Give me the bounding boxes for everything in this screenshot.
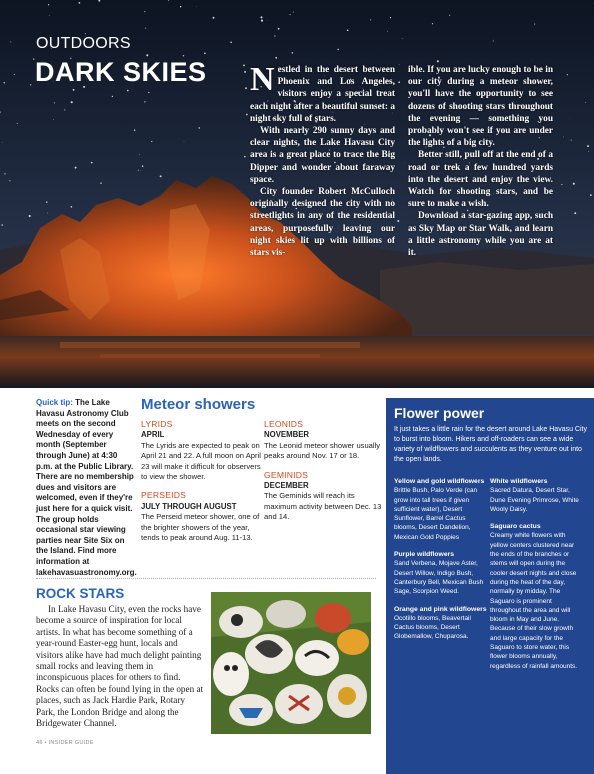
flower-group-text: Sacred Datura, Desert Star, Dune Evening Primrose, White Wooly Daisy. <box>490 487 579 513</box>
intro-paragraph: Download a star-gazing app, such as Sky Map or Star Walk, and learn a little astronomy while you are at it. <box>408 211 553 259</box>
shower-name: GEMINIDS <box>264 469 309 480</box>
flower-column-right <box>490 477 584 679</box>
star-dot <box>587 145 589 147</box>
star-dot <box>244 71 246 73</box>
star-dot <box>293 12 294 13</box>
flower-power-heading: Flower power <box>394 405 485 421</box>
star-dot <box>54 102 55 103</box>
flower-power-panel <box>386 398 594 774</box>
star-dot <box>274 35 275 36</box>
star-dot <box>292 52 294 54</box>
star-dot <box>4 173 5 174</box>
shower-date: JULY THROUGH AUGUST <box>141 501 237 511</box>
shower-name: LYRIDS <box>141 419 173 429</box>
star-dot <box>387 31 388 32</box>
painted-rocks-photo <box>211 592 371 734</box>
star-dot <box>144 11 145 12</box>
star-dot <box>571 140 572 141</box>
star-dot <box>574 212 576 214</box>
flower-group-heading: Yellow and gold wildflowers <box>394 478 485 485</box>
flower-column-left <box>394 477 488 650</box>
star-dot <box>151 141 152 142</box>
shower-text: The Perseid meteor shower, one of the brighter showers of the year, tends to peak around Aug. 11-13. <box>141 512 260 543</box>
star-dot <box>398 81 400 83</box>
shower-text: The Leonid meteor shower usually peaks around Nov. 17 or 18. <box>264 440 381 461</box>
star-dot <box>1 224 3 226</box>
star-dot <box>370 19 371 20</box>
flower-power-intro: It just takes a little rain for the desert around Lake Havasu City to burst into bloom. Hikers and off-roaders can see a wide variety of wildflowers and succulents as they venture out into the open lands. <box>394 426 587 463</box>
flower-group-text: Creamy white flowers with yellow centers clustered near the ends of the branches or stems will open during the cooler desert nights and close during the heat of the day, normally by midday. The Saguaro is prominent throughout the area and will bloom in May and June. Because of their slow growth and large capacity for the Saguaro to store water, this flower blooms annually, regardless of rainfall amounts. <box>490 532 578 670</box>
intro-paragraph: Nestled in the desert between Phoenix and Los Angeles, visitors enjoy a special treat each night after a beautiful sunset: a night sky full of stars. <box>250 61 395 124</box>
star-dot <box>127 90 129 92</box>
star-dot <box>278 28 280 30</box>
quick-tip <box>36 398 137 578</box>
star-dot <box>138 170 139 171</box>
star-dot <box>337 49 338 50</box>
star-dot <box>112 96 113 97</box>
star-dot <box>64 109 65 110</box>
star-dot <box>3 82 4 83</box>
star-dot <box>244 156 246 158</box>
star-dot <box>71 206 73 208</box>
shower-item <box>264 470 384 523</box>
flower-group-heading: White wildflowers <box>490 478 548 485</box>
flower-group-heading: Orange and pink wildflowers <box>394 605 487 613</box>
star-dot <box>213 17 215 19</box>
star-dot <box>48 4 49 5</box>
star-dot <box>144 101 145 102</box>
star-dot <box>449 15 450 16</box>
star-dot <box>230 42 232 44</box>
star-dot <box>100 182 101 183</box>
star-dot <box>590 194 592 196</box>
star-dot <box>246 114 248 116</box>
meteor-column-right <box>264 419 384 531</box>
intro-column-1 <box>250 61 395 259</box>
flower-group-text: Ocotillo blooms, Beavertail Cactus blooms, Desert Globemallow, Chuparosa. <box>394 614 471 641</box>
rock-stars-paragraph: In Lake Havasu City, even the rocks have become a source of inspiration for local artists. In what has become something of a year-round Easter-egg hunt, locals and visitors alike have had much delight painting small rocks and leaving them in inconspicuous places for others to find. Rocks can often be found lying in the open at places, such as Jack Hardie Park, Rotary Park, the London Bridge and along the Bridgewater Channel. <box>36 604 204 729</box>
star-dot <box>204 52 206 54</box>
rock-stars-body <box>36 604 204 729</box>
star-dot <box>347 29 349 31</box>
star-dot <box>91 162 93 164</box>
drop-cap: N <box>250 61 275 98</box>
meteor-showers-heading: Meteor showers <box>141 396 256 413</box>
shower-item <box>141 419 261 482</box>
star-dot <box>29 215 31 217</box>
star-dot <box>588 151 589 152</box>
intro-paragraph: ible. If you are lucky enough to be in our city during a meteor shower, you'll have the opportunity to see dozens of shooting stars throughout the evening — something you probably won't see if you are under the lights of a big city. <box>408 65 553 149</box>
star-dot <box>260 16 262 18</box>
star-dot <box>148 92 149 93</box>
star-dot <box>196 6 197 7</box>
flower-group-heading: Purple wildflowers <box>394 551 455 559</box>
flower-group <box>394 550 488 596</box>
star-dot <box>14 74 15 75</box>
shower-date: DECEMBER <box>264 481 309 491</box>
star-dot <box>567 74 568 75</box>
intro-paragraph: City founder Robert McCulloch originally designed the city with no streetlights in any of the residential areas, purposefully leaving our night skies lit up with billions of stars vis- <box>250 187 395 259</box>
star-dot <box>10 42 11 43</box>
star-dot <box>47 213 48 214</box>
meteor-column-left <box>141 419 261 551</box>
page-title: DARK SKIES <box>35 57 207 87</box>
star-dot <box>585 102 586 103</box>
star-dot <box>290 14 291 15</box>
star-dot <box>145 28 146 29</box>
rock-stars-heading: ROCK STARS <box>36 586 125 601</box>
painted-rocks-illustration <box>211 592 371 734</box>
star-dot <box>563 137 564 138</box>
star-dot <box>160 175 162 177</box>
star-dot <box>53 119 54 120</box>
star-dot <box>275 57 277 59</box>
shower-date: APRIL <box>141 430 165 440</box>
shower-name: LEONIDS <box>264 419 304 429</box>
star-dot <box>75 167 77 169</box>
star-dot <box>390 17 391 18</box>
intro-paragraph: With nearly 290 sunny days and clear nights, the Lake Havasu City area is a great place to trace the Big Dipper and wonder about faraway space. <box>250 126 395 185</box>
section-kicker: OUTDOORS <box>36 35 131 52</box>
flower-group-heading: Saguaro cactus <box>490 523 541 531</box>
quick-tip-text: The Lake Havasu Astronomy Club meets on the second Wednesday of every month (September through June) at 4:30 p.m. at the Public Library. There are no membership dues and visitors are welcomed, even if they're just here for a quick visit. The group holds occasional star viewing parties near Site Six on the Island. Find more information at lakehavasuastronomy.org. <box>36 398 137 577</box>
shower-item <box>264 419 384 462</box>
star-dot <box>199 127 200 128</box>
star-dot <box>432 23 433 24</box>
shower-date: NOVEMBER <box>264 430 310 440</box>
star-dot <box>534 24 535 25</box>
shower-item <box>141 490 261 543</box>
star-dot <box>73 89 75 91</box>
star-dot <box>402 38 403 39</box>
star-dot <box>2 142 3 143</box>
star-dot <box>49 15 50 16</box>
star-dot <box>139 154 140 155</box>
star-dot <box>9 180 10 181</box>
flower-group-text: Sand Verbena, Mojave Aster, Desert Willow, Indigo Bush, Canterbury Bell, Mexican Bush Sage, Scorpion Weed. <box>394 560 484 596</box>
star-dot <box>573 183 575 185</box>
star-dot <box>397 220 399 222</box>
star-dot <box>437 60 439 62</box>
star-dot <box>561 184 562 185</box>
flower-group-text: Brittle Bush, Palo Verde (can grow into tall trees if given sufficient water), Desert Sunflower, Barrel Cactus blooms, Desert Dandelion, Mexican Gold Poppies <box>394 487 478 541</box>
star-dot <box>184 141 185 142</box>
intro-column-2 <box>408 64 553 259</box>
quick-tip-label: Quick tip: <box>36 398 73 407</box>
star-dot <box>17 123 18 124</box>
star-dot <box>46 201 47 202</box>
star-dot <box>399 64 400 65</box>
star-dot <box>142 165 144 167</box>
star-dot <box>493 40 494 41</box>
star-dot <box>245 87 247 89</box>
star-dot <box>180 6 181 7</box>
star-dot <box>140 171 141 172</box>
flower-group <box>394 477 488 542</box>
shower-text: The Lyrids are expected to peak on April 21 and 22. A full moon on April 23 will make it difficult for observers to view the shower. <box>141 440 261 482</box>
shower-text: The Geminids will reach its maximum activity between Dec. 13 and 14. <box>264 491 382 522</box>
intro-paragraph: Better still, pull off at the end of a road or trek a few hundred yards into the desert and enjoy the view. Watch for shooting stars, and be sure to make a wish. <box>408 150 553 210</box>
star-dot <box>30 84 31 85</box>
flower-group <box>490 522 584 671</box>
section-divider <box>36 578 376 579</box>
flower-group <box>394 605 488 642</box>
star-dot <box>79 2 81 4</box>
flower-group <box>490 477 584 514</box>
star-dot <box>71 101 73 103</box>
star-dot <box>261 20 263 22</box>
star-dot <box>243 65 245 67</box>
shower-name: PERSEIDS <box>141 490 187 501</box>
star-dot <box>134 129 136 131</box>
page-folio: 46 • INSIDER GUIDE <box>36 740 94 746</box>
